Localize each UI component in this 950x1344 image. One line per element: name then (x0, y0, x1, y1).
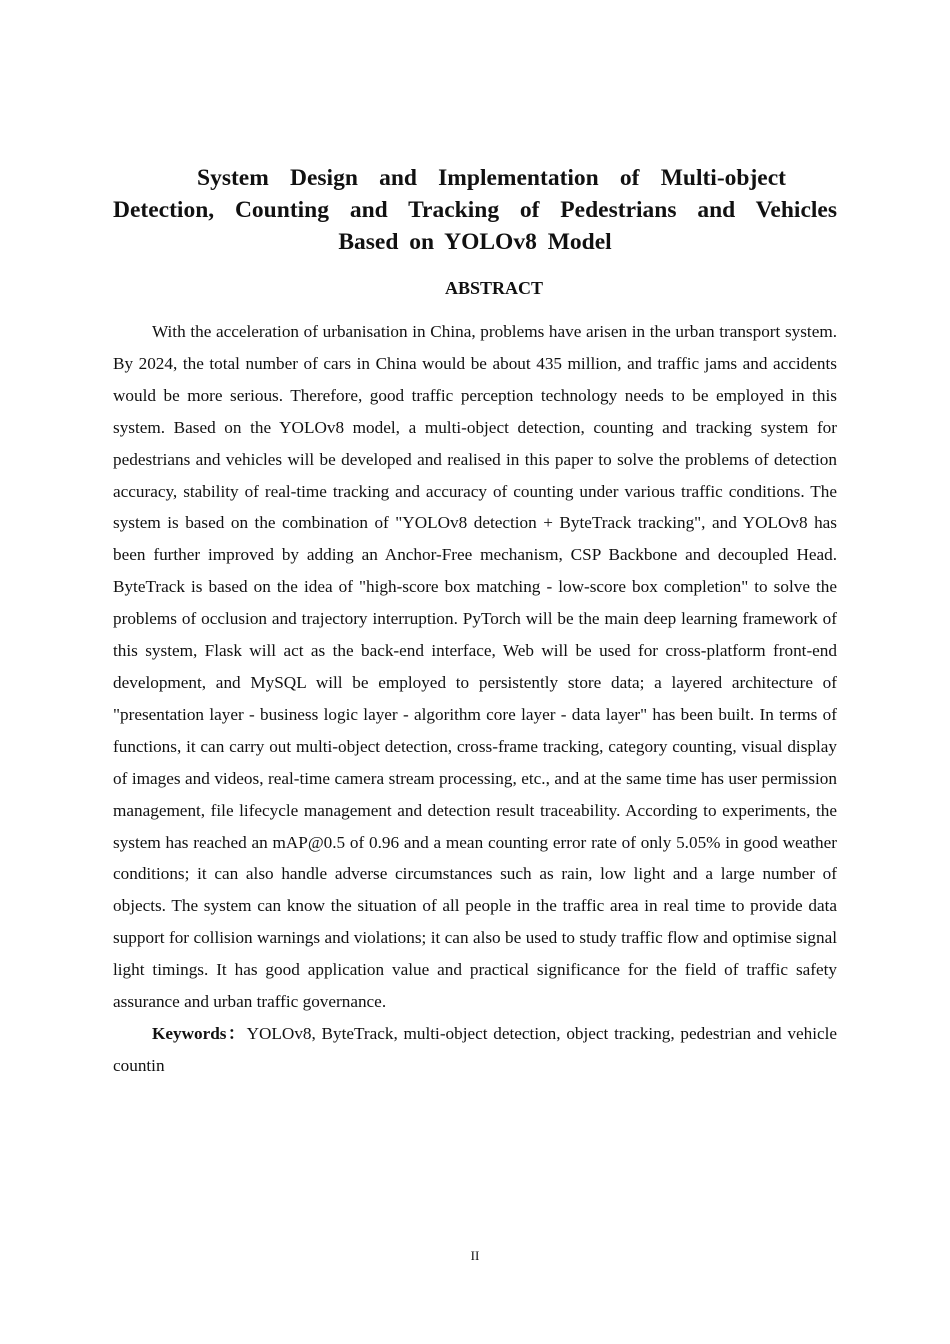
keywords-label: Keywords： (152, 1023, 247, 1043)
abstract-heading: ABSTRACT (444, 278, 544, 298)
abstract-paragraph: With the acceleration of urbanisation in China, problems have arisen in the urban transport system. By 2024, the total number of cars in China would be about 435 million, and traffic jams and accidents would be more serious. Therefore, good traffic perception technology needs to be employed in this system. Based on the YOLOv8 model, a multi-object detection, counting and tracking system for pedestrians and vehicles will be developed and realised in this paper to solve the problems of detection accuracy, stability of real-time tracking and accuracy of counting under various traffic conditions. The system is based on the combination of "YOLOv8 detection + ByteTrack tracking", and YOLOv8 has been further improved by adding an Anchor-Free mechanism, CSP Backbone and decoupled Head. ByteTrack is based on the idea of "high-score box matching - low-score box completion" to solve the problems of occlusion and trajectory interruption. PyTorch will be the main deep learning framework of this system, Flask will act as the back-end interface, Web will be used for cross-platform front-end development, and MySQL will be employed to persistently store data; a layered architecture of "presentation layer - business logic layer - algorithm core layer - data layer" has been built. In terms of functions, it can carry out multi-object detection, cross-frame tracking, category counting, visual display of images and videos, real-time camera stream processing, etc., and at the same time has user permission management, file lifecycle management and detection result traceability. According to experiments, the system has reached an mAP@0.5 of 0.96 and a mean counting error rate of only 5.05% in good weather conditions; it can also handle adverse circumstances such as rain, low light and a large number of objects. The system can know the situation of all people in the traffic area in real time to provide data support for collision warnings and violations; it can also be used to study traffic flow and optimise signal light timings. It has good application value and practical significance for the field of traffic safety assurance and urban traffic governance. (113, 322, 837, 1012)
title-line-3: Based on YOLOv8 Model (338, 229, 612, 255)
title-line-2: Detection, Counting and Tracking of Pedestrians and Vehicles (113, 197, 837, 223)
keywords-paragraph (113, 1018, 837, 1082)
title-line-1: System Design and Implementation of Multi-object (197, 165, 786, 191)
page-number: II (470, 1248, 480, 1263)
keywords-text: YOLOv8, ByteTrack, multi-object detection, object tracking, pedestrian and vehicle countin (113, 1023, 837, 1075)
paper-title (113, 162, 837, 258)
abstract-body (113, 316, 837, 1082)
